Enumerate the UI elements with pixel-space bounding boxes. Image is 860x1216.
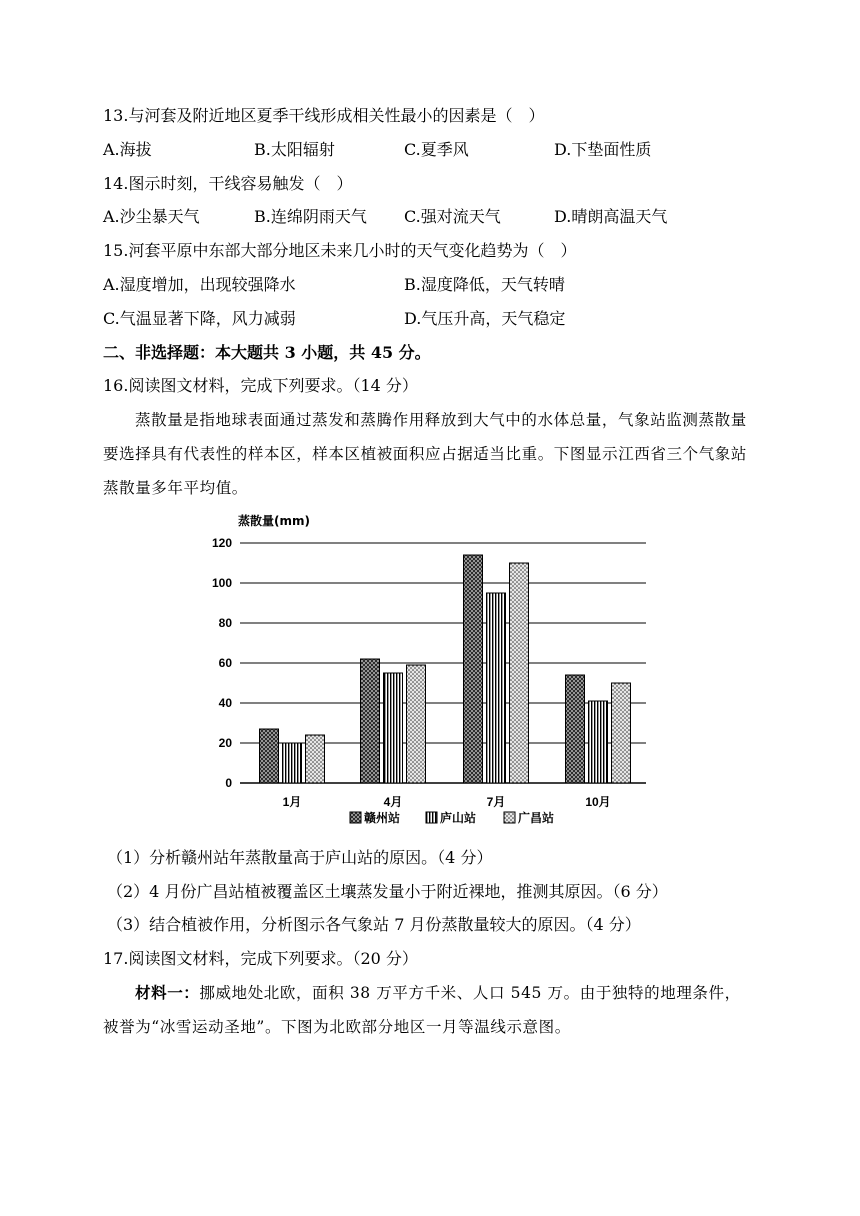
q14-option-b: B.连绵阴雨天气 bbox=[254, 207, 367, 226]
bar-庐山站-10月 bbox=[589, 701, 608, 783]
q17-material-lead: 材料一： bbox=[135, 983, 200, 1002]
y-tick-label: 0 bbox=[225, 776, 232, 790]
bar-赣州站-10月 bbox=[566, 675, 585, 783]
bar-赣州站-4月 bbox=[361, 659, 380, 783]
q14-option-c: C.强对流天气 bbox=[404, 207, 501, 226]
legend-swatch bbox=[504, 812, 515, 823]
q15-option-d: D.气压升高，天气稳定 bbox=[404, 309, 566, 328]
y-axis-label: 蒸散量(mm) bbox=[238, 514, 310, 528]
q13-option-a: A.海拔 bbox=[103, 140, 152, 159]
q14-stem: 14.图示时刻，干线容易触发（ ） bbox=[103, 174, 353, 193]
y-tick-label: 20 bbox=[218, 736, 232, 750]
y-tick-label: 40 bbox=[218, 696, 232, 710]
q13-option-c: C.夏季风 bbox=[404, 140, 469, 159]
y-tick-label: 60 bbox=[218, 656, 232, 670]
q17-material-text: 挪威地处北欧，面积 38 万平方千米、人口 545 万。由于独特的地理条件，被誉为“冰雪运动圣地”。下图为北欧部分地区一月等温线示意图。 bbox=[103, 984, 741, 1036]
bar-赣州站-7月 bbox=[464, 555, 483, 783]
q17-stem: 17.阅读图文材料，完成下列要求。（20 分） bbox=[103, 949, 418, 968]
q15-stem: 15.河套平原中东部大部分地区未来几小时的天气变化趋势为（ ） bbox=[103, 241, 577, 260]
x-tick-label: 7月 bbox=[486, 795, 506, 809]
bar-广昌站-10月 bbox=[612, 683, 631, 783]
q16-sub1: （1）分析赣州站年蒸散量高于庐山站的原因。（4 分） bbox=[107, 848, 493, 867]
q16-stem: 16.阅读图文材料，完成下列要求。（14 分） bbox=[103, 376, 418, 395]
q14-option-d: D.晴朗高温天气 bbox=[554, 207, 668, 226]
bar-赣州站-1月 bbox=[260, 729, 279, 783]
legend-label: 广昌站 bbox=[518, 811, 555, 825]
q17-material bbox=[103, 976, 753, 1044]
x-tick-label: 10月 bbox=[585, 795, 611, 809]
y-tick-label: 120 bbox=[211, 536, 232, 550]
q13-stem: 13.与河套及附近地区夏季干线形成相关性最小的因素是（ ） bbox=[103, 106, 545, 125]
bar-庐山站-4月 bbox=[384, 673, 403, 783]
bar-庐山站-1月 bbox=[283, 743, 302, 783]
x-tick-label: 1月 bbox=[282, 795, 302, 809]
q16-sub2: （2）4 月份广昌站植被覆盖区土壤蒸发量小于附近裸地，推测其原因。（6 分） bbox=[107, 882, 668, 901]
legend-label: 赣州站 bbox=[364, 811, 401, 825]
q14-option-a: A.沙尘暴天气 bbox=[103, 207, 200, 226]
section-heading: 二、非选择题：本大题共 3 小题，共 45 分。 bbox=[103, 343, 431, 362]
bar-庐山站-7月 bbox=[487, 593, 506, 783]
q16-sub3: （3）结合植被作用，分析图示各气象站 7 月份蒸散量较大的原因。（4 分） bbox=[107, 915, 641, 934]
x-tick-label: 4月 bbox=[383, 795, 403, 809]
y-tick-label: 100 bbox=[211, 576, 232, 590]
legend-label: 庐山站 bbox=[440, 811, 477, 825]
q15-option-a: A.湿度增加，出现较强降水 bbox=[103, 275, 296, 294]
q15-option-c: C.气温显著下降，风力减弱 bbox=[103, 309, 296, 328]
q13-option-b: B.太阳辐射 bbox=[254, 140, 335, 159]
evapotranspiration-bar-chart bbox=[180, 505, 680, 840]
legend-swatch bbox=[426, 812, 437, 823]
bar-广昌站-1月 bbox=[306, 735, 325, 783]
q13-option-d: D.下垫面性质 bbox=[554, 140, 652, 159]
q16-material: 蒸散量是指地球表面通过蒸发和蒸腾作用释放到大气中的水体总量，气象站监测蒸散量要选择具有代表性的样本区，样本区植被面积应占据适当比重。下图显示江西省三个气象站蒸散量多年平均值。 bbox=[103, 411, 748, 497]
bar-广昌站-7月 bbox=[510, 563, 529, 783]
bar-广昌站-4月 bbox=[407, 665, 426, 783]
q15-option-b: B.湿度降低，天气转晴 bbox=[404, 275, 565, 294]
legend-swatch bbox=[350, 812, 361, 823]
y-tick-label: 80 bbox=[218, 616, 232, 630]
